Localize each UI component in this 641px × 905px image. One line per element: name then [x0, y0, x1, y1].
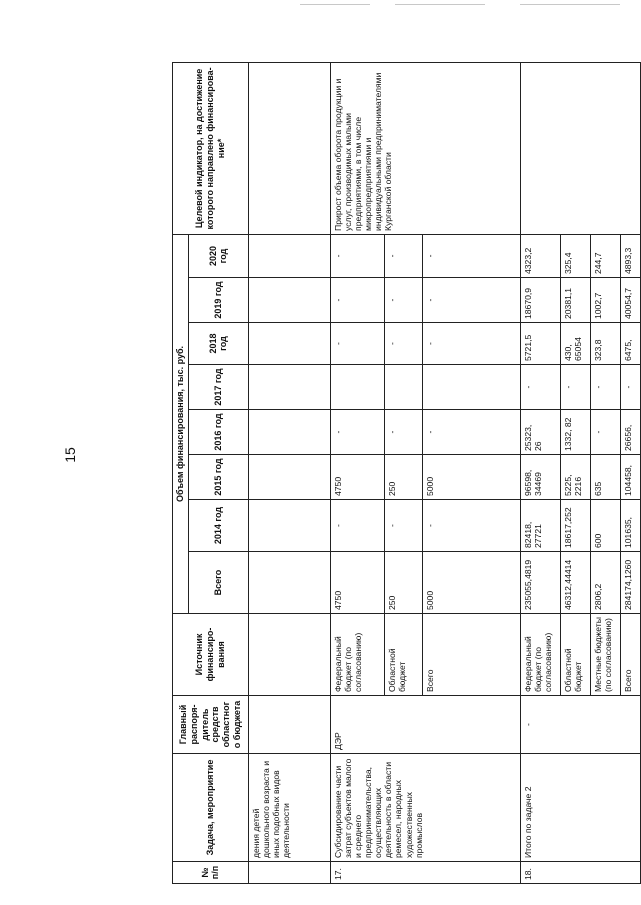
cell-2020: 244,7: [590, 234, 620, 277]
header-2017: 2017 год: [188, 365, 248, 410]
cell-2014: 18617,252: [560, 500, 590, 552]
cell-source: Местные бюджеты (по согласованию): [590, 614, 620, 696]
cell-2017: [248, 365, 330, 410]
header-num: № п/п: [173, 862, 249, 884]
header-2015: 2015 год: [188, 455, 248, 500]
cell-2014: [248, 500, 330, 552]
cell-2015: 5000: [422, 455, 520, 500]
cell-source: Всего: [620, 614, 640, 696]
cell-2017: [330, 365, 384, 410]
cell-2014: -: [384, 500, 422, 552]
header-manager: Главный распоря-дитель средств областного бюджета: [173, 696, 249, 754]
cell-source: [248, 614, 330, 696]
cell-2019: -: [384, 278, 422, 323]
cell-total: 284174,1260: [620, 552, 640, 614]
header-2019: 2019 год: [188, 278, 248, 323]
cell-2018: -: [330, 323, 384, 365]
cell-2016: -: [384, 410, 422, 455]
cell-2017: -: [520, 365, 560, 410]
cell-2018: 6475,: [620, 323, 640, 365]
cell-2016: [248, 410, 330, 455]
cell-task: дения детей дошкольного возраста и иных подобных видов деятельности: [248, 754, 330, 862]
cell-total: 5000: [422, 552, 520, 614]
table-row: [248, 62, 330, 883]
cell-2018: 5721,5: [520, 323, 560, 365]
header-2016: 2016 год: [188, 410, 248, 455]
cell-source: Областной бюджет: [560, 614, 590, 696]
cell-2020: -: [384, 234, 422, 277]
page-number: 15: [62, 447, 78, 463]
cell-2015: 250: [384, 455, 422, 500]
cell-2018: [248, 323, 330, 365]
cell-2017: -: [590, 365, 620, 410]
cell-source: Всего: [422, 614, 520, 696]
cell-source: Федеральный бюджет (по согласованию): [520, 614, 560, 696]
cell-indicator: [248, 62, 330, 234]
header-row: [173, 62, 189, 883]
cell-2014: -: [330, 500, 384, 552]
header-2014: 2014 год: [188, 500, 248, 552]
cell-2017: [384, 365, 422, 410]
cell-2017: -: [560, 365, 590, 410]
cell-2017: -: [620, 365, 640, 410]
cell-num: 17.: [330, 862, 520, 884]
cell-2019: -: [422, 278, 520, 323]
cell-2014: 600: [590, 500, 620, 552]
table-landscape: [172, 63, 633, 884]
cell-2018: -: [384, 323, 422, 365]
cell-2020: -: [422, 234, 520, 277]
cell-indicator: [520, 62, 640, 234]
cell-2020: 4323,2: [520, 234, 560, 277]
cell-task: Субсидирование части затрат субъектов малого и среднего предпринимательства, осуществляющих деятельность в области ремесел, народных художественных промыслов: [330, 754, 520, 862]
cell-2016: -: [330, 410, 384, 455]
cell-task: Итого по задаче 2: [520, 754, 640, 862]
cell-2018: 323,8: [590, 323, 620, 365]
cell-manager: [248, 696, 330, 754]
cell-total: 235055,4819: [520, 552, 560, 614]
cell-total: 46312,44414: [560, 552, 590, 614]
cell-total: 4750: [330, 552, 384, 614]
cell-2019: [248, 278, 330, 323]
cell-2014: 101635,: [620, 500, 640, 552]
cell-2020: [248, 234, 330, 277]
cell-2019: -: [330, 278, 384, 323]
header-indicator: Целевой индикатор, на достижение которого направлено финансирова-ние*: [173, 62, 249, 234]
financing-table: [172, 62, 641, 884]
cell-2015: 96598, 34469: [520, 455, 560, 500]
cell-2020: 325,4: [560, 234, 590, 277]
cell-2016: 26656,: [620, 410, 640, 455]
cell-num: 18.: [520, 862, 640, 884]
scan-artifact-line: [300, 4, 370, 5]
cell-2019: 1002,7: [590, 278, 620, 323]
cell-2018: -: [422, 323, 520, 365]
cell-manager: -: [520, 696, 640, 754]
cell-total: [248, 552, 330, 614]
cell-total: 2806,2: [590, 552, 620, 614]
cell-2019: 18670,9: [520, 278, 560, 323]
cell-2020: 4893,3: [620, 234, 640, 277]
header-volume: Объем финансирования, тыс. руб.: [173, 234, 189, 613]
scan-artifact-line: [520, 4, 620, 5]
cell-2018: 430, 65054: [560, 323, 590, 365]
cell-2016: 1332, 82: [560, 410, 590, 455]
cell-2019: 40054,7: [620, 278, 640, 323]
scan-artifact-line: [395, 4, 485, 5]
header-total: Всего: [188, 552, 248, 614]
cell-2019: 20381,1: [560, 278, 590, 323]
cell-num: [248, 862, 330, 884]
cell-total: 250: [384, 552, 422, 614]
header-source: Источник финансиро-вания: [173, 614, 249, 696]
cell-2015: 104458,: [620, 455, 640, 500]
cell-2015: 635: [590, 455, 620, 500]
header-2020: 2020 год: [188, 234, 248, 277]
header-2018: 2018 год: [188, 323, 248, 365]
cell-2020: -: [330, 234, 384, 277]
cell-2016: -: [422, 410, 520, 455]
cell-2014: 82418, 27721: [520, 500, 560, 552]
cell-2016: -: [590, 410, 620, 455]
table-row: [330, 62, 384, 883]
table-row: [520, 62, 560, 883]
cell-2014: -: [422, 500, 520, 552]
cell-2015: 4750: [330, 455, 384, 500]
cell-source: Областной бюджет: [384, 614, 422, 696]
cell-2016: 25323, 26: [520, 410, 560, 455]
cell-manager: ДЭР: [330, 696, 520, 754]
cell-indicator: Прирост объема оборота продукции и услуг, производимых малыми предприятиями, в том числе микропредприятиями и индивидуальными предпринимателями Курганской области: [330, 62, 520, 234]
header-task: Задача, мероприятие: [173, 754, 249, 862]
cell-source: Федеральный бюджет (по согласованию): [330, 614, 384, 696]
cell-2017: [422, 365, 520, 410]
cell-2015: [248, 455, 330, 500]
cell-2015: 5225, 2216: [560, 455, 590, 500]
table-viewport: [172, 63, 633, 884]
